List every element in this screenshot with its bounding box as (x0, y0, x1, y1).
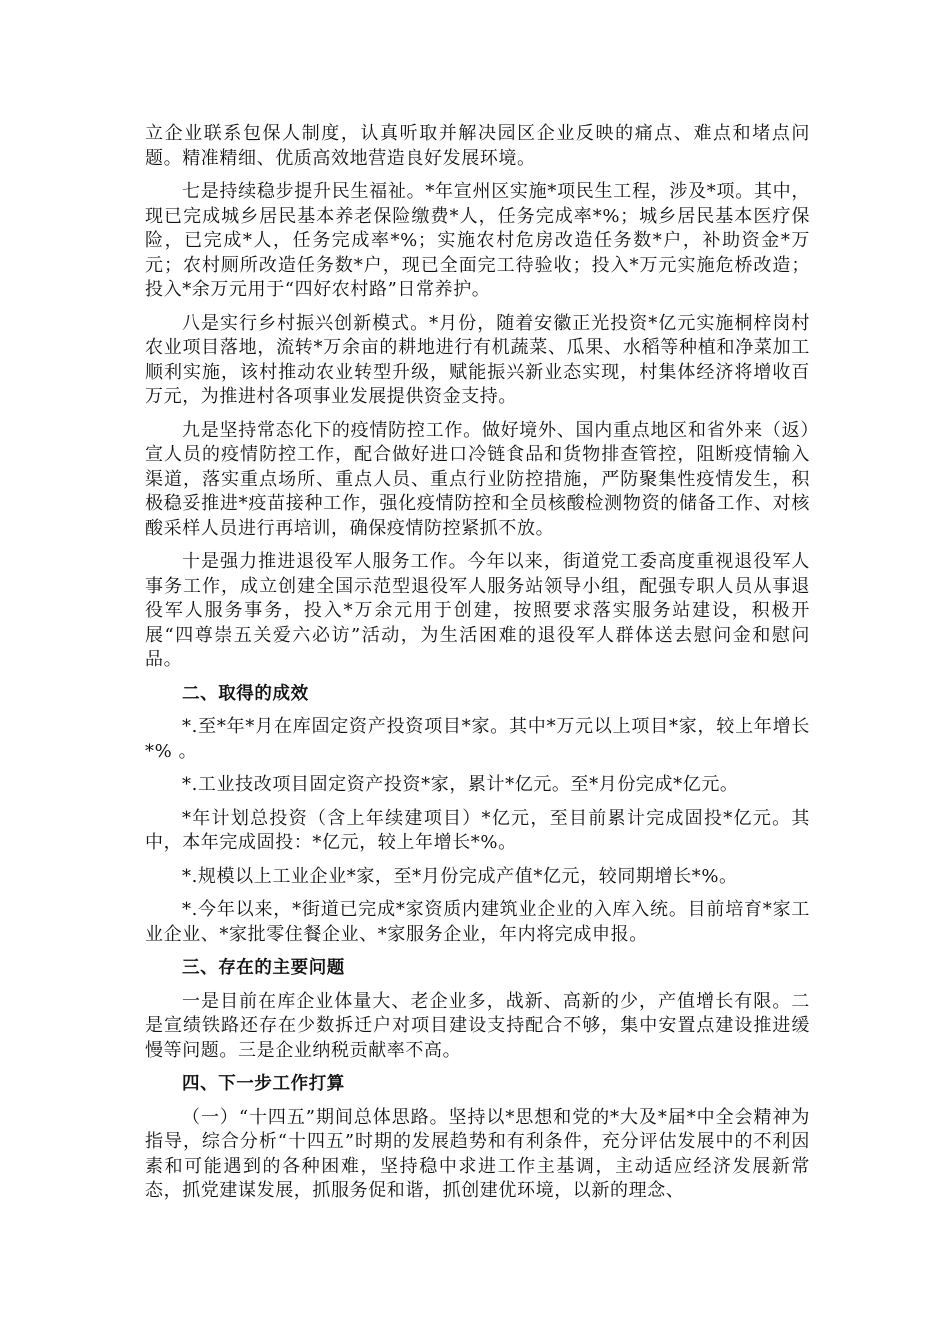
section-heading-achievements: 二、取得的成效 (182, 683, 309, 704)
paragraph-enterprise-registration: *.今年以来，*街道已完成*家资质内建筑业企业的入库入统。目前培育*家工业企业、*家批零住餐企业、*家服务企业，年内将完成申报。 (145, 899, 810, 945)
paragraph-overall-plan: （一）“十四五”期间总体思路。坚持以*思想和党的*大及*届*中全会精神为指导，综合分析“十四五”时期的发展趋势和有利条件，充分评估发展中的不利因素和可能遇到的各种困难，坚持稳中求进工作主基调，主动适应经济发展新常态，抓党建谋发展，抓服务促和谐，抓创建优环境，以新的理念、 (145, 1106, 810, 1201)
paragraph-veterans-service: 十是强力推进退役军人服务工作。今年以来，街道党工委高度重视退役军人事务工作，成立创建全国示范型退役军人服务站领导小组，配强专职人员从事退役军人服务事务，投入*万余元用于创建，按照要求落实服务站建设，积极开展“四尊崇五关爱六必访”活动，为生活困难的退役军人群体送去慰问金和慰问品。 (145, 551, 810, 670)
paragraph-continued: 立企业联系包保人制度，认真听取并解决园区企业反映的痛点、难点和堵点问题。精准精细、优质高效地营造良好发展环境。 (145, 123, 810, 169)
section-heading-problems: 三、存在的主要问题 (182, 958, 345, 978)
paragraph-problems: 一是目前在库企业体量大、老企业多，战新、高新的少，产值增长有限。二是宣绩铁路还存在少数拆迁户对项目建设支持配合不够，集中安置点建设推进缓慢等问题。三是企业纳税贡献率不高。 (145, 990, 810, 1061)
paragraph-planned-investment: *年计划总投资（含上年续建项目）*亿元，至目前累计完成固投*亿元。其中，本年完成固投：*亿元，较上年增长*%。 (145, 807, 810, 853)
section-heading-next-steps: 四、下一步工作打算 (182, 1074, 345, 1094)
paragraph-rural-revitalization: 八是实行乡村振兴创新模式。*月份，随着安徽正光投资*亿元实施桐梓岗村农业项目落地，流转*万余亩的耕地进行有机蔬菜、瓜果、水稻等种植和净菜加工顺利实施，该村推动农业转型升级，赋能振兴新业态实现，村集体经济将增收百万元，为推进村各项事业发展提供资金支持。 (145, 312, 810, 407)
paragraph-livelihood: 七是持续稳步提升民生福祉。*年宣州区实施*项民生工程，涉及*项。其中，现已完成城乡居民基本养老保险缴费*人，任务完成率*%；城乡居民基本医疗保险，已完成*人，任务完成率*%；实施农村危房改造任务数*户，补助资金*万元；农村厕所改造任务数*户，现已全面完工待验收；投入*万元实施危桥改造；投入*余万元用于“四好农村路”日常养护。 (145, 181, 810, 300)
paragraph-fixed-asset-projects: *.至*年*月在库固定资产投资项目*家。其中*万元以上项目*家，较上年增长*% 。 (145, 716, 810, 762)
paragraph-tech-upgrade: *.工业技改项目固定资产投资*家，累计*亿元。至*月份完成*亿元。 (182, 774, 739, 795)
document-page (145, 122, 810, 1213)
paragraph-epidemic-control: 九是坚持常态化下的疫情防控工作。做好境外、国内重点地区和省外来（返）宣人员的疫情防控工作，配合做好进口冷链食品和货物排查管控，阻断疫情输入渠道，落实重点场所、重点人员、重点行业防控措施，严防聚集性疫情发生，积极稳妥推进*疫苗接种工作，强化疫情防控和全员核酸检测物资的储备工作、对核酸采样人员进行再培训，确保疫情防控紧抓不放。 (145, 419, 810, 539)
paragraph-industrial-output: *.规模以上工业企业*家，至*月份完成产值*亿元，较同期增长*%。 (182, 865, 738, 887)
